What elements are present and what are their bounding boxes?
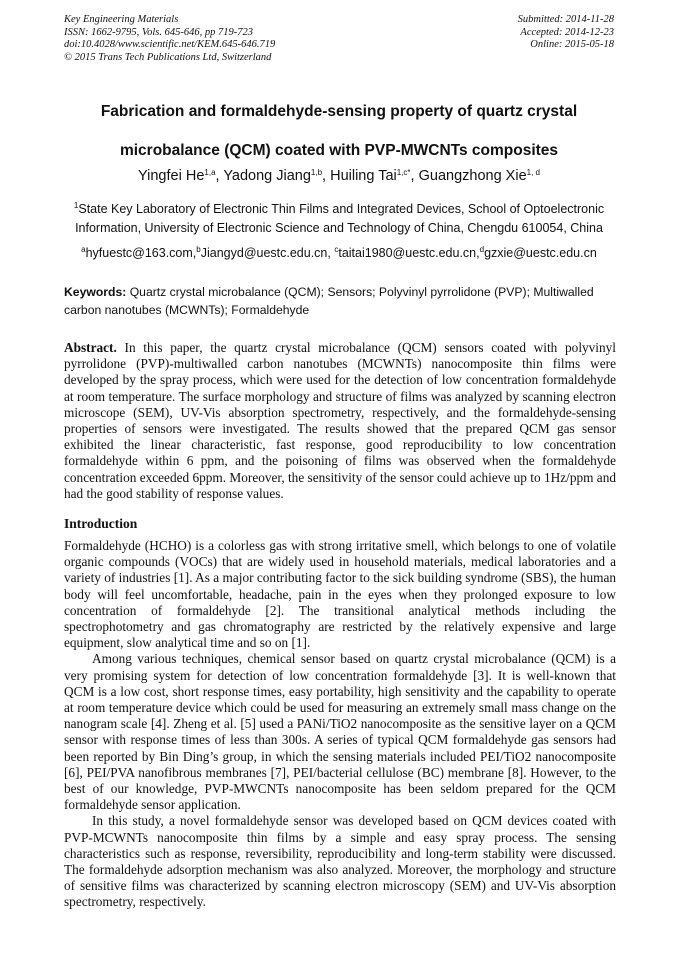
intro-paragraph-3: In this study, a novel formaldehyde sensor was developed based on QCM devices coated with PVP-MCWNTs nanocomposite thin films by a simple and easy spray process. The sensing characteristics such as response, reversibility, reproducibility and long-term stability were discussed. The formaldehyde adsorption mechanism was also analyzed. Moreover, the morphology and structure of sensitive films was characterized by scanning electron microscopy (SEM) and UV-Vis absorption spectrometry, respectively. bbox=[64, 813, 616, 910]
affiliation-text-1: State Key Laboratory of Electronic Thin Films and Integrated Devices, School of Optoelectronic bbox=[78, 202, 605, 216]
author-name: Yingfei He bbox=[138, 168, 205, 184]
email-address[interactable]: gzxie@uestc.edu.cn bbox=[484, 246, 597, 260]
email-sup: a bbox=[81, 245, 86, 254]
abstract-block bbox=[64, 340, 616, 502]
author-sup: 1,b bbox=[310, 168, 323, 177]
publication-dates bbox=[518, 14, 614, 52]
keywords-label: Keywords: bbox=[64, 285, 127, 299]
author-sep: , bbox=[322, 168, 331, 184]
author-sup: 1,c* bbox=[396, 168, 411, 177]
author-name: Yadong Jiang bbox=[223, 168, 311, 184]
email-sup: c bbox=[334, 245, 339, 254]
section-heading-introduction: Introduction bbox=[64, 516, 138, 531]
affiliation bbox=[40, 200, 638, 238]
doi-line[interactable]: doi:10.4028/www.scientific.net/KEM.645-646.719 bbox=[64, 39, 276, 50]
affiliation-sup: 1 bbox=[73, 201, 79, 210]
email-address[interactable]: Jiangyd@uestc.edu.cn, bbox=[200, 246, 335, 260]
paper-title bbox=[40, 92, 638, 170]
title-line-1: Fabrication and formaldehyde-sensing property of quartz crystal bbox=[100, 103, 578, 120]
email-address[interactable]: taitai1980@uestc.edu.cn, bbox=[338, 246, 480, 260]
email-sup: d bbox=[479, 245, 485, 254]
submitted-date: Submitted: 2014-11-28 bbox=[517, 14, 614, 25]
author-name: Huiling Tai bbox=[330, 168, 397, 184]
affiliation-line-1 bbox=[40, 200, 638, 219]
journal-info bbox=[64, 14, 275, 64]
author-list bbox=[40, 164, 638, 188]
abstract-text: In this paper, the quartz crystal microbalance (QCM) sensors coated with polyvinyl pyrrolidone (PVP)-multiwalled carbon nanotubes (MCWNTs) nanocomposite thin films were developed by the spray process, which were used for the detection of low concentration formaldehyde at room temperature. The surface morphology and structure of films was analyzed by scanning electron microscope (SEM), UV-Vis absorption spectrometry, respectively, and the formaldehyde-sensing properties of sensors were investigated. The results showed that the prepared QCM gas sensor exhibited the linear characteristic, fast response, good reproducibility to low concentration formaldehyde within 6 ppm, and the poisoning of films was observed when the formaldehyde concentration exceeded 6ppm. Moreover, the sensitivity of the sensor could achieve up to 1Hz/ppm and had the good stability of response values. bbox=[64, 340, 616, 501]
author-sep: , bbox=[410, 168, 419, 184]
keywords-text: Quartz crystal microbalance (QCM); Sensors; Polyvinyl pyrrolidone (PVP); Multiwalled carbon nanotubes (MCWNTs); Formaldehyde bbox=[64, 285, 594, 317]
email-address[interactable]: hyfuestc@163.com, bbox=[85, 246, 197, 260]
abstract-label: Abstract. bbox=[64, 340, 117, 355]
issn-line: ISSN: 1662-9795, Vols. 645-646, pp 719-723 bbox=[64, 26, 253, 38]
accepted-date: Accepted: 2014-12-23 bbox=[520, 26, 614, 38]
intro-paragraph-1: Formaldehyde (HCHO) is a colorless gas with strong irritative smell, which belongs to one of volatile organic compounds (VOCs) that are widely used in household materials, medical laboratories and a variety of industries [1]. As a major contributing factor to the sick building syndrome (SBS), the human body will feel uncomfortable, headache, pain in the eyes when they prolonged exposure to low concentration of formaldehyde [2]. The transitional analytical methods including the spectrophotometry and gas chromatography are restricted by the relatively expensive and large equipment, slow analytical time and so on [1]. bbox=[64, 538, 616, 651]
journal-name: Key Engineering Materials bbox=[64, 14, 179, 25]
affiliation-line-2: Information, University of Electronic Science and Technology of China, Chengdu 610054, China bbox=[75, 221, 603, 235]
email-sup: b bbox=[196, 245, 201, 254]
keywords-block bbox=[64, 283, 616, 319]
author-sup: 1,a bbox=[204, 168, 216, 177]
copyright-line: © 2015 Trans Tech Publications Ltd, Switzerland bbox=[64, 51, 272, 63]
title-line-2: microbalance (QCM) coated with PVP-MWCNTs composites bbox=[119, 142, 559, 159]
email-list bbox=[40, 244, 638, 262]
online-date: Online: 2015-05-18 bbox=[530, 39, 614, 50]
intro-paragraph-2: Among various techniques, chemical sensor based on quartz crystal microbalance (QCM) is a very promising system for detection of low concentration formaldehyde [3]. It is well-known that QCM is a low cost, short response times, easy portability, high sensitivity and the capability to operate at room temperature device which could be used for measuring an extremely small mass change on the nanogram scale [4]. Zheng et al. [5] used a PANi/TiO2 nanocomposite as the sensitive layer on a QCM sensor with response times of less than 300s. A series of typical QCM formaldehyde gas sensors had been reported by Bin Ding’s group, in which the sensing materials included PEI/TiO2 nanocomposite [6], PEI/PVA nanofibrous membranes [7], PEI/bacterial cellulose (BC) membrane [8]. However, to the best of our knowledge, PVP-MWCNTs nanocomposite has been seldom prepared for the QCM formaldehyde sensor application. bbox=[64, 651, 616, 813]
introduction-body bbox=[64, 538, 616, 911]
author-sup: 1, d bbox=[526, 168, 540, 177]
author-sep: , bbox=[215, 168, 224, 184]
author-name: Guangzhong Xie bbox=[418, 168, 527, 184]
